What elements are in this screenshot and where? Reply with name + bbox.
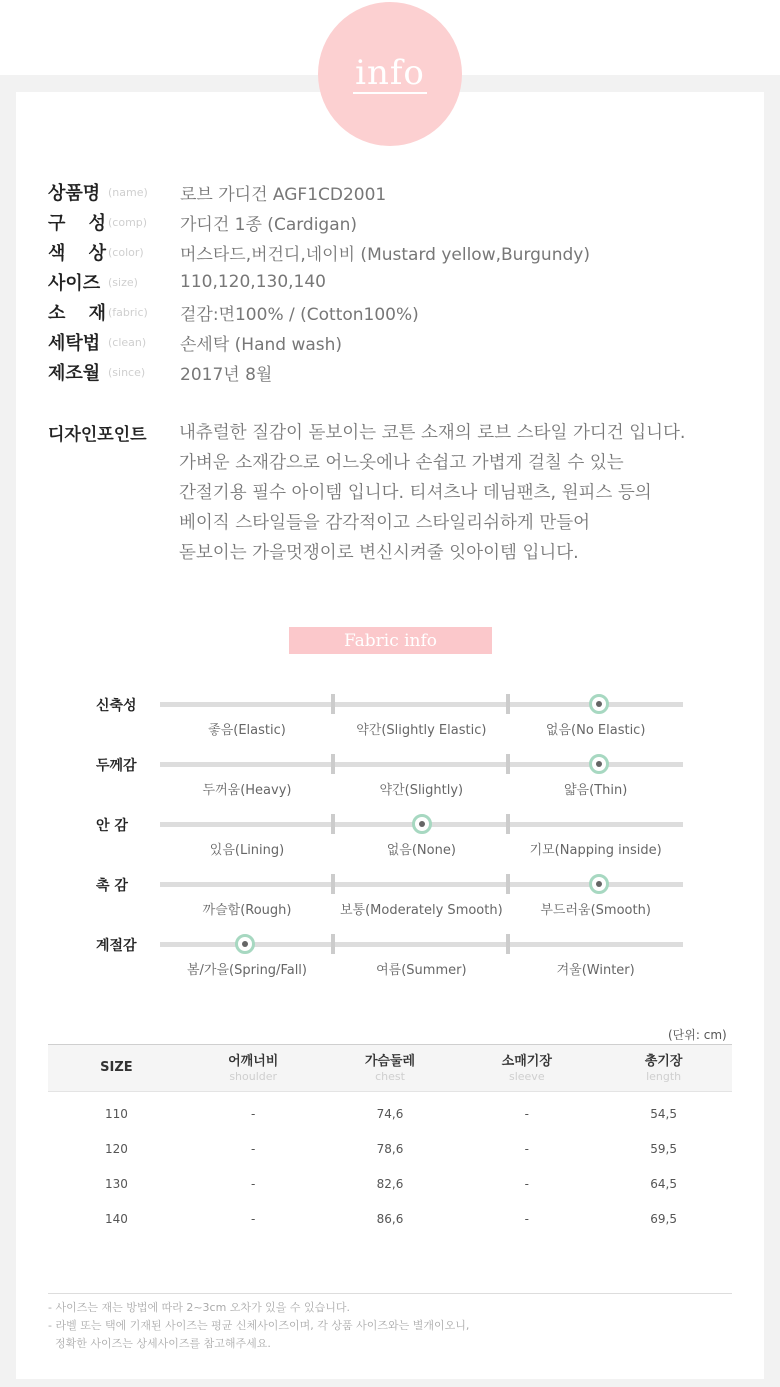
note-line: 정확한 사이즈는 상세사이즈를 참고해주세요.	[48, 1337, 271, 1350]
product-value: 손세탁 (Hand wash)	[180, 334, 343, 355]
table-cell: -	[251, 1211, 256, 1226]
table-cell: 69,5	[650, 1211, 677, 1226]
product-label-en: (name)	[108, 185, 148, 199]
table-cell: 120	[104, 1141, 128, 1156]
scale-divider	[331, 874, 335, 894]
scale-option: 있음(Lining)	[209, 843, 285, 858]
product-label: 사이즈	[48, 273, 101, 294]
scale-divider	[331, 934, 335, 954]
product-row-since	[48, 357, 272, 387]
scale-option: 보통(Moderately Smooth)	[339, 903, 503, 918]
fabric-info-title: Fabric info	[289, 627, 492, 654]
scale-option: 여름(Summer)	[376, 963, 467, 978]
table-row	[48, 1092, 732, 1132]
size-table	[48, 1044, 732, 1236]
scale-option: 없음(No Elastic)	[545, 723, 646, 738]
notes-divider	[48, 1293, 732, 1294]
scale-label: 촉 감	[96, 878, 128, 894]
product-label: 상품명	[48, 183, 101, 204]
size-table-header	[48, 1045, 732, 1092]
scale-option: 얇음(Thin)	[564, 783, 628, 798]
table-cell: 140	[104, 1211, 128, 1226]
scale-divider	[506, 694, 510, 714]
product-label-en: (color)	[108, 245, 144, 259]
scale-label: 계절감	[96, 938, 137, 954]
scale-divider	[506, 814, 510, 834]
note-line: - 라벨 또는 택에 기재된 사이즈는 평균 신체사이즈이며, 각 상품 사이즈와는 별개이오니,	[48, 1319, 470, 1332]
design-point-text	[179, 418, 686, 568]
shoulder-col-header: 어깨너비 shoulder	[185, 1045, 322, 1092]
product-label-en: (clean)	[108, 335, 147, 349]
scale-option: 두꺼움(Heavy)	[202, 783, 292, 798]
product-label-en: (since)	[108, 365, 146, 379]
sleeve-col-header: 소매기장 sleeve	[458, 1045, 595, 1092]
scale-option: 약간(Slightly)	[379, 783, 464, 798]
product-label-en: (comp)	[108, 215, 148, 229]
table-cell: 54,5	[650, 1106, 677, 1121]
table-cell: 59,5	[650, 1141, 677, 1156]
scale-option: 약간(Slightly Elastic)	[356, 723, 487, 738]
scale-label: 신축성	[96, 698, 137, 714]
table-cell: -	[524, 1141, 529, 1156]
scale-option: 까슬함(Rough)	[202, 903, 292, 918]
notes	[48, 1299, 469, 1353]
product-row-size	[48, 267, 326, 297]
scale-option: 없음(None)	[386, 843, 456, 858]
product-row-name	[48, 177, 386, 207]
scale-option: 봄/가을(Spring/Fall)	[186, 963, 307, 978]
scale-label: 안 감	[96, 818, 128, 834]
table-cell: 110	[104, 1106, 128, 1121]
scale-divider	[506, 754, 510, 774]
product-value: 머스타드,버건디,네이비 (Mustard yellow,Burgundy)	[180, 244, 590, 265]
scale-selected-marker	[412, 814, 432, 834]
table-cell: -	[251, 1176, 256, 1191]
product-value: 겉감:면100% / (Cotton100%)	[180, 304, 419, 325]
product-label: 세탁법	[48, 333, 101, 354]
product-row-comp	[48, 207, 357, 237]
table-cell: 78,6	[376, 1141, 404, 1156]
product-label: 소 재	[48, 303, 106, 324]
table-row	[48, 1166, 732, 1201]
scale-label: 두께감	[96, 758, 137, 774]
chest-col-header: 가슴둘레 chest	[322, 1045, 459, 1092]
scale-option: 기모(Napping inside)	[529, 843, 662, 858]
scale-divider	[331, 694, 335, 714]
scale-divider	[506, 934, 510, 954]
scale-option: 겨울(Winter)	[556, 963, 635, 978]
product-value: 110,120,130,140	[180, 272, 327, 292]
design-point-line: 베이직 스타일들을 감각적이고 스타일리쉬하게 만들어	[179, 513, 591, 533]
scale-option: 부드러움(Smooth)	[540, 903, 651, 918]
product-label: 제조월	[48, 363, 101, 384]
size-unit: (단위: cm)	[668, 1028, 727, 1042]
info-badge-label: info	[355, 53, 425, 93]
product-row-clean	[48, 327, 342, 357]
note-line: - 사이즈는 재는 방법에 따라 2~3cm 오차가 있을 수 있습니다.	[48, 1301, 351, 1314]
product-label-en: (size)	[108, 275, 138, 289]
length-col-header: 총기장 length	[595, 1045, 732, 1092]
table-cell: -	[251, 1141, 256, 1156]
design-point-line: 가벼운 소재감으로 어느옷에나 손쉽고 가볍게 걸칠 수 있는	[179, 453, 624, 473]
product-row-color	[48, 237, 590, 267]
table-row	[48, 1131, 732, 1166]
table-cell: 86,6	[376, 1211, 404, 1226]
table-cell: -	[524, 1176, 529, 1191]
table-cell: -	[251, 1106, 256, 1121]
product-row-fabric	[48, 297, 419, 327]
scale-divider	[331, 754, 335, 774]
info-badge	[318, 2, 462, 146]
table-cell: -	[524, 1211, 529, 1226]
product-value: 로브 가디건 AGF1CD2001	[180, 184, 387, 205]
table-cell: 130	[104, 1176, 128, 1191]
product-label: 색 상	[48, 243, 106, 264]
table-cell: 64,5	[650, 1176, 677, 1191]
design-point-line: 내츄럴한 질감이 돋보이는 코튼 소재의 로브 스타일 가디건 입니다.	[179, 423, 686, 443]
scale-option: 좋음(Elastic)	[208, 723, 286, 738]
size-col-header: SIZE	[48, 1045, 185, 1092]
product-label: 구 성	[48, 213, 106, 234]
design-point-line: 간절기용 필수 아이템 입니다. 티셔츠나 데님팬츠, 원피스 등의	[179, 483, 652, 503]
table-cell: 74,6	[376, 1106, 404, 1121]
scale-divider	[506, 874, 510, 894]
scale-divider	[331, 814, 335, 834]
table-row	[48, 1201, 732, 1236]
design-point-line: 돋보이는 가을멋쟁이로 변신시켜줄 잇아이템 입니다.	[179, 543, 579, 563]
product-value: 2017년 8월	[180, 364, 273, 385]
design-point-label: 디자인포인트	[48, 425, 147, 445]
table-cell: -	[524, 1106, 529, 1121]
table-cell: 82,6	[376, 1176, 404, 1191]
product-value: 가디건 1종 (Cardigan)	[180, 214, 358, 235]
product-label-en: (fabric)	[108, 305, 148, 319]
